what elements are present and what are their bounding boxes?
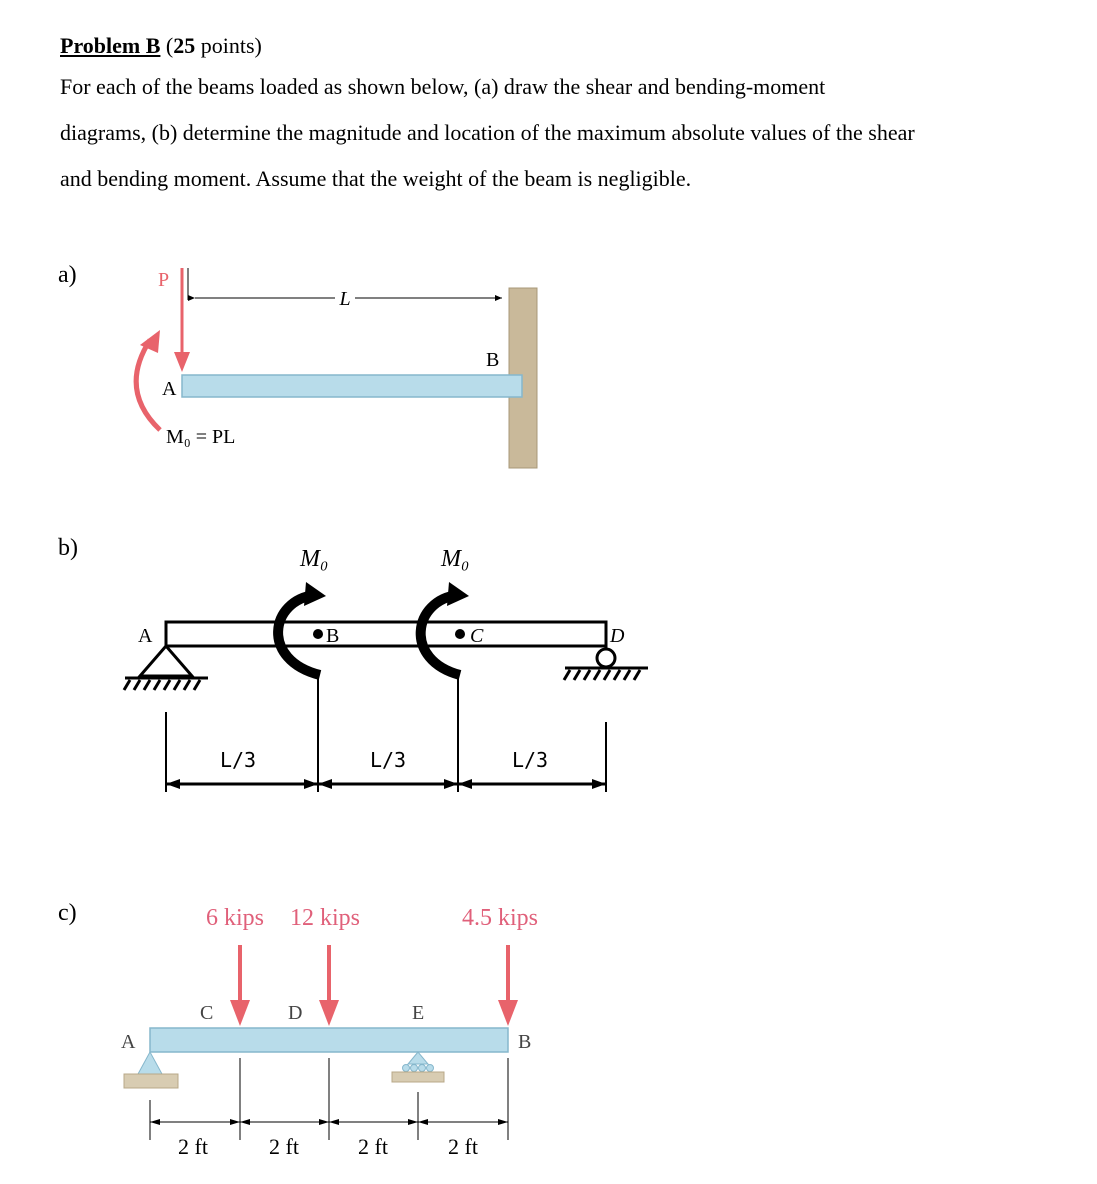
point-d-label-c: D [288, 1002, 303, 1024]
point-a-label: A [162, 378, 177, 400]
point-b-label-b: B [326, 625, 340, 647]
problem-line-2: diagrams, (b) determine the magnitude and location of the maximum absolute values of the shear [60, 120, 915, 145]
pin-support-a-c [138, 1052, 162, 1074]
load-label-3: 4.5 kips [462, 905, 539, 931]
load-4-5-kips-arrowhead [498, 1000, 518, 1026]
roller-wheel-2 [411, 1065, 418, 1072]
point-c-label-c: C [200, 1002, 214, 1024]
roller-wheel-1 [403, 1065, 410, 1072]
point-a-label-b: A [138, 625, 153, 647]
load-label-2: 12 kips [290, 905, 361, 931]
load-label-p: P [158, 269, 170, 291]
problem-line-3: and bending moment. Assume that the weight of the beam is negligible. [60, 166, 692, 191]
roller-wheel-3 [419, 1065, 426, 1072]
part-b-label: b) [58, 535, 78, 561]
length-label: L [339, 288, 351, 310]
problem-title: Problem B (25 points) [60, 33, 262, 58]
beam-c [150, 1028, 508, 1052]
span-c-label-2: 2 ft [269, 1134, 299, 1159]
part-a-label: a) [58, 262, 77, 288]
load-label-1: 6 kips [206, 905, 265, 931]
moment-label: M₀ = PL [166, 426, 236, 448]
span-c-label-1: 2 ft [178, 1134, 208, 1159]
point-d-label: D [610, 625, 625, 647]
point-e-label-c: E [412, 1002, 425, 1024]
ground-e-c [392, 1072, 444, 1082]
moment-1-label: M₀ [300, 546, 329, 572]
roller-support-e [408, 1052, 428, 1064]
moment-2-label: M₀ [441, 546, 470, 572]
point-b-label: B [486, 349, 500, 371]
problem-line-1: For each of the beams loaded as shown below, (a) draw the shear and bending-moment [60, 74, 826, 99]
span-c-label-3: 2 ft [358, 1134, 388, 1159]
ground-a-c [124, 1074, 178, 1088]
span-label-2: L/3 [369, 748, 407, 772]
point-c-label: C [470, 625, 484, 647]
load-12-kips-arrowhead [319, 1000, 339, 1026]
span-c-label-4: 2 ft [448, 1134, 478, 1159]
part-c-label: c) [58, 900, 77, 926]
point-b-label-c: B [518, 1031, 532, 1053]
span-label-3: L/3 [511, 748, 549, 772]
span-label-1: L/3 [219, 748, 257, 772]
point-a-label-c: A [121, 1031, 136, 1053]
load-6-kips-arrowhead [230, 1000, 250, 1026]
roller-wheel-4 [427, 1065, 434, 1072]
